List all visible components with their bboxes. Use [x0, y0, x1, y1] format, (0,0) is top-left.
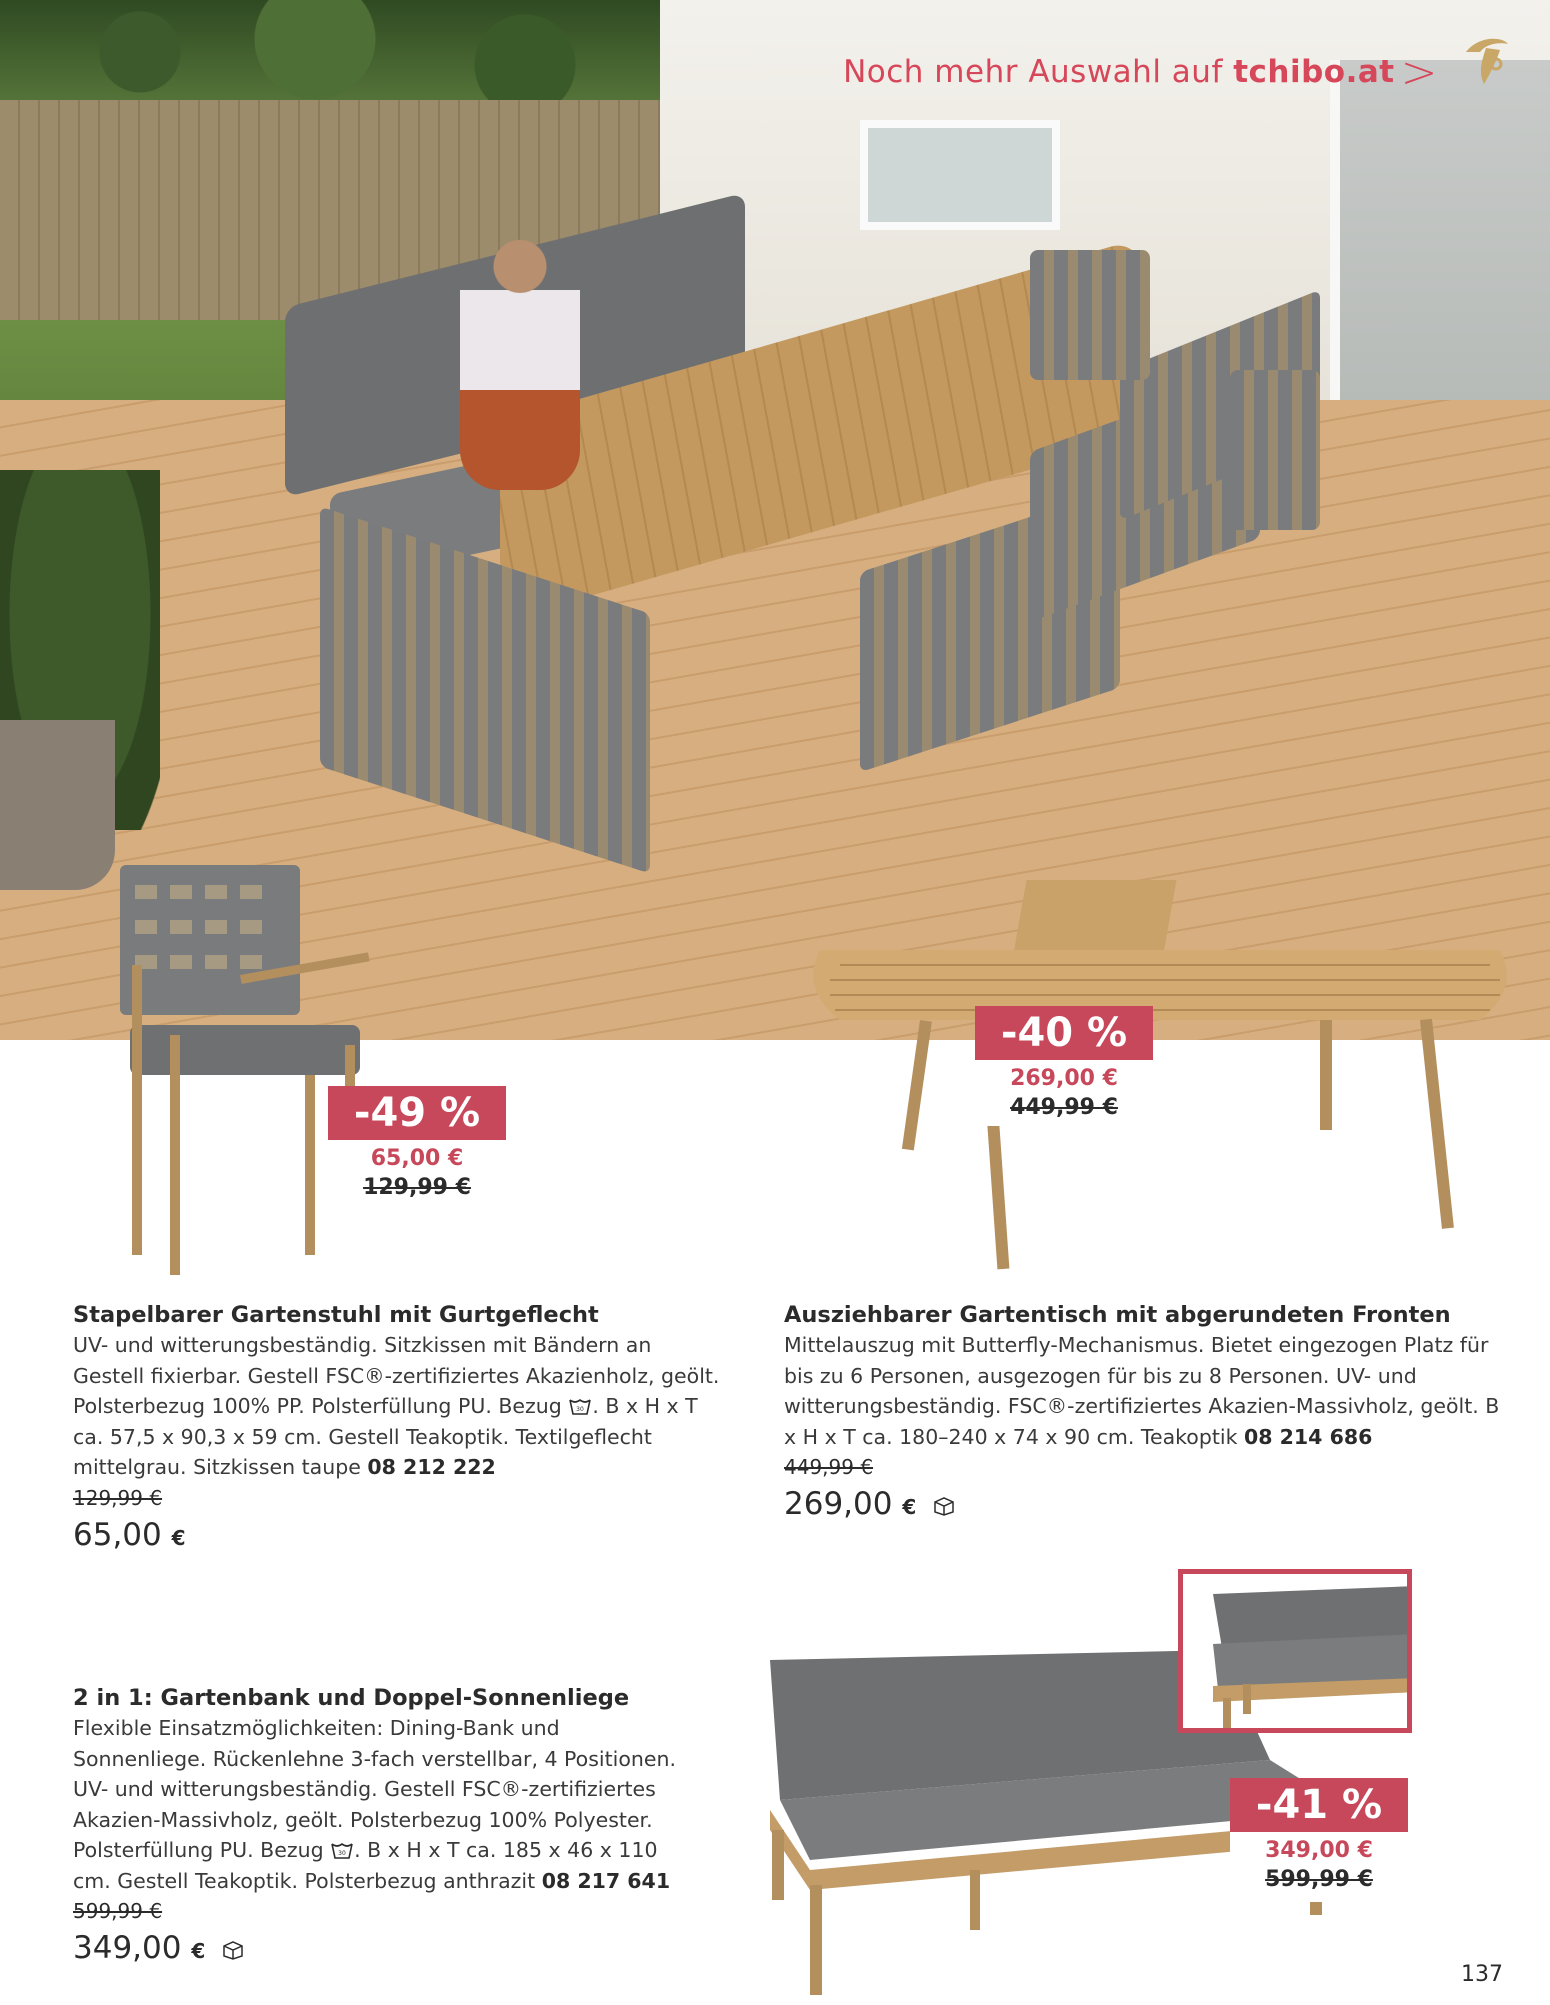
product-image-table — [800, 860, 1520, 1280]
product-title: 2 in 1: Gartenbank und Doppel-Sonnenliege — [73, 1685, 630, 1711]
badge-old-price: 129,99 € — [363, 1175, 471, 1200]
promo-site: tchibo.at — [1233, 54, 1395, 90]
photo-chair — [1230, 370, 1320, 530]
old-price: 599,99 € — [73, 1899, 163, 1923]
product-description — [784, 1330, 1504, 1452]
price-currency: € — [191, 1939, 206, 1963]
svg-text:30: 30 — [576, 1406, 585, 1413]
discount-percent: -41 % — [1230, 1778, 1408, 1832]
product-description — [73, 1713, 693, 1896]
inset-lounger-image — [1178, 1569, 1412, 1733]
svg-text:30: 30 — [338, 1850, 346, 1857]
product-title: Ausziehbarer Gartentisch mit abgerundeten Fronten — [784, 1302, 1451, 1328]
current-price — [73, 1930, 693, 1966]
badge-new-price: 65,00 € — [370, 1146, 464, 1171]
site-promo-link[interactable] — [843, 42, 1438, 98]
price-currency: € — [902, 1495, 917, 1519]
badge-new-price: 269,00 € — [1010, 1066, 1118, 1091]
product-image-chair — [110, 845, 430, 1275]
old-price: 449,99 € — [784, 1455, 874, 1479]
product-title: Stapelbarer Gartenstuhl mit Gurtgeflecht — [73, 1302, 599, 1328]
old-price: 129,99 € — [73, 1485, 163, 1510]
photo-woman-reading — [460, 230, 580, 490]
discount-badge-table — [975, 1006, 1153, 1126]
article-number: 08 217 641 — [541, 1868, 671, 1893]
tchibo-logo-icon — [1456, 30, 1516, 90]
description-text: Flexible Einsatzmöglichkeiten: Dining-Bank und Sonnenliege. Rückenlehne 3-fach verstellbar, 4 Positionen. UV- und witterungsbeständig. Gestell FSC®-zertifiziertes Akazien-Massivholz, geölt. Polsterbezug 100% Polyester. Polsterfüllung PU. Bezug — [73, 1716, 676, 1862]
discount-badge-bench — [1230, 1778, 1408, 1902]
product-image-lounger — [1183, 1574, 1412, 1733]
product-description — [73, 1330, 723, 1483]
page-number: 137 — [1461, 1962, 1503, 1987]
description-text: Mittelauszug mit Butterfly-Mechanismus. Bietet eingezogen Platz für bis zu 6 Personen, ausgezogen für bis zu 8 Personen. UV- und witterungsbeständig. FSC®-zertifiziertes Akazien-Massivholz, geölt. B x H x T ca. 180–240 x 74 x 90 cm. Teakoptik — [784, 1333, 1500, 1449]
price-value: 349,00 — [73, 1930, 182, 1966]
chevron-right-icon: > — [1400, 47, 1438, 98]
photo-plant-pot — [0, 720, 115, 890]
discount-percent: -40 % — [975, 1006, 1153, 1060]
washing-tub-icon — [568, 1396, 592, 1416]
discount-badge-chair — [328, 1086, 506, 1210]
current-price — [73, 1517, 723, 1553]
photo-window — [860, 120, 1060, 230]
promo-prefix: Noch mehr Auswahl auf — [843, 54, 1223, 90]
parcel-box-icon — [221, 1940, 245, 1960]
price-value: 65,00 — [73, 1516, 162, 1553]
article-number: 08 212 222 — [367, 1455, 496, 1479]
badge-old-price: 449,99 € — [1010, 1095, 1118, 1120]
price-currency: € — [171, 1525, 186, 1550]
product-copy-table — [784, 1300, 1504, 1522]
washing-tub-icon — [330, 1840, 354, 1860]
price-value: 269,00 — [784, 1486, 893, 1522]
product-copy-bench — [73, 1683, 693, 1966]
photo-glass-door — [1330, 60, 1550, 400]
badge-old-price: 599,99 € — [1265, 1867, 1373, 1892]
description-text-cont: . B x H x T ca. 185 x 46 x 110 cm. Gestell Teakoptik. Polsterbezug anthrazit — [73, 1838, 658, 1893]
description-text: UV- und witterungsbeständig. Sitzkissen mit Bändern an Gestell fixierbar. Gestell FSC®-zertifiziertes Akazienholz, geölt. Polsterbezug 100% PP. Polsterfüllung PU. Bezug — [73, 1333, 720, 1418]
article-number: 08 214 686 — [1243, 1424, 1373, 1449]
badge-new-price: 349,00 € — [1265, 1838, 1373, 1863]
discount-percent: -49 % — [328, 1086, 506, 1140]
current-price — [784, 1486, 1504, 1522]
parcel-box-icon — [932, 1496, 956, 1516]
product-copy-chair — [73, 1300, 723, 1553]
photo-chair — [1030, 250, 1150, 380]
description-text-cont: . B x H x T ca. 57,5 x 90,3 x 59 cm. Gestell Teakoptik. Textilgeflecht mittelgrau. Sitzkissen taupe — [73, 1394, 698, 1479]
